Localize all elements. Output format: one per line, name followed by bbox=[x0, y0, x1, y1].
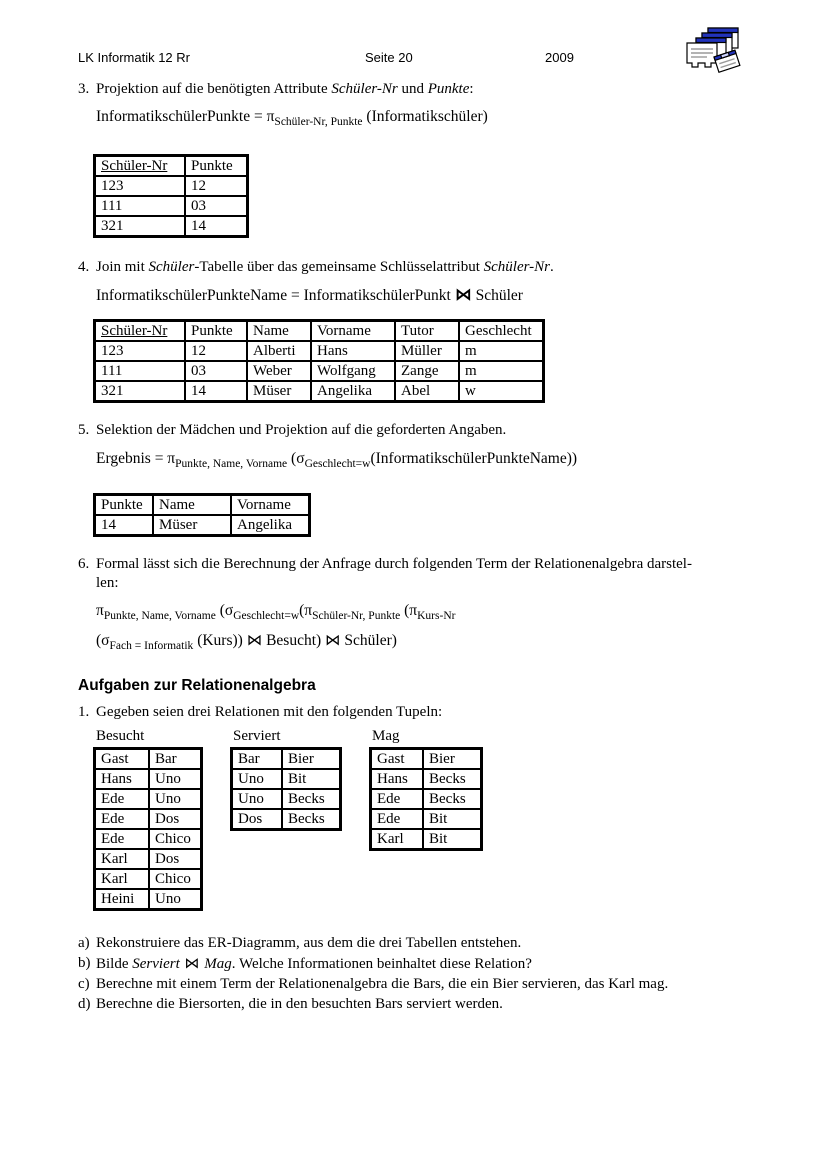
table-row bbox=[95, 829, 202, 849]
relations-tables bbox=[93, 728, 819, 911]
relation-serviert bbox=[230, 728, 342, 831]
table-cell: Uno bbox=[149, 789, 202, 809]
table-cell: Becks bbox=[282, 809, 341, 830]
table-header-row bbox=[95, 749, 202, 770]
text-run: Bilde bbox=[96, 956, 133, 973]
header-page-number: Seite 20 bbox=[365, 50, 413, 65]
table-cell: Ede bbox=[371, 789, 424, 809]
formula-text: (σ bbox=[215, 602, 234, 620]
list-item-6 bbox=[0, 555, 819, 593]
text-run: und bbox=[397, 81, 428, 97]
task-d bbox=[78, 994, 819, 1014]
formula-text: Besucht) bbox=[262, 632, 326, 650]
table-cell: Karl bbox=[95, 869, 150, 889]
formula-subscript: Fach = Informatik bbox=[109, 640, 194, 653]
formula-text: π bbox=[96, 602, 104, 620]
item-number: 4. bbox=[78, 259, 90, 276]
table-cell: 111 bbox=[95, 361, 186, 381]
attribute-name: Punkte bbox=[427, 81, 470, 97]
formula-text: (σ bbox=[287, 450, 305, 468]
task-text: Berechne mit einem Term der Relationenalgebra die Bars, die ein Bier servieren, das Karl mag. bbox=[96, 976, 669, 993]
table-cell: Becks bbox=[282, 789, 341, 809]
column-header: Punkte bbox=[191, 322, 233, 339]
table-row bbox=[95, 869, 202, 889]
table-cell: Müser bbox=[153, 515, 231, 536]
relation-besucht bbox=[93, 728, 203, 911]
task-c bbox=[78, 974, 819, 994]
table-cell: Heini bbox=[95, 889, 150, 910]
table-row bbox=[95, 216, 248, 237]
formula-subscript: Geschlecht=w bbox=[304, 458, 371, 471]
table-row bbox=[371, 789, 482, 809]
list-item-1 bbox=[0, 703, 819, 722]
item-text bbox=[96, 80, 819, 99]
item-number: 3. bbox=[78, 81, 90, 97]
table-row bbox=[232, 769, 341, 789]
table-cell: 03 bbox=[185, 196, 248, 216]
table-cell: Bit bbox=[282, 769, 341, 789]
bowtie-join-icon: ⋈ bbox=[454, 285, 472, 306]
relation-name: Schüler bbox=[148, 259, 195, 276]
formula-text: InformatikschülerPunkte = π bbox=[96, 108, 275, 125]
table-row bbox=[95, 176, 248, 196]
formula-text: (Informatikschüler) bbox=[362, 108, 488, 125]
table-caption: Besucht bbox=[96, 728, 145, 745]
table-cell: Müser bbox=[247, 381, 311, 402]
column-header: Punkte bbox=[191, 157, 233, 174]
table-cell: Dos bbox=[232, 809, 283, 830]
text-run: Join mit bbox=[96, 259, 149, 276]
table-cell: Alberti bbox=[247, 341, 311, 361]
table-cell: Müller bbox=[395, 341, 459, 361]
formula-text: Schüler bbox=[471, 287, 523, 305]
column-header: Gast bbox=[101, 750, 129, 767]
table-ergebnis bbox=[93, 493, 311, 537]
item-text: Selektion der Mädchen und Projektion auf die geforderten Angaben. bbox=[96, 422, 507, 439]
bowtie-join-icon: ⋈ bbox=[179, 954, 205, 973]
task-a bbox=[78, 933, 819, 953]
task-label: d) bbox=[78, 996, 91, 1013]
table-cell: 123 bbox=[95, 176, 186, 196]
table-row bbox=[371, 809, 482, 829]
table-cell: 321 bbox=[95, 216, 186, 237]
column-header: Bar bbox=[238, 750, 260, 767]
table-cell: Ede bbox=[95, 789, 150, 809]
table-schueler-punkte-name bbox=[93, 319, 545, 403]
text-run: -Tabelle über das gemeinsame Schlüsselattribut bbox=[194, 259, 484, 276]
table-cell: Ede bbox=[95, 809, 150, 829]
table-cell: 321 bbox=[95, 381, 186, 402]
table-row bbox=[95, 769, 202, 789]
formula-subscript: Geschlecht=w bbox=[233, 610, 300, 623]
section-heading: Aufgaben zur Relationenalgebra bbox=[78, 677, 316, 695]
formula-text: InformatikschülerPunkteName = InformatikschülerPunkt bbox=[96, 287, 455, 305]
table-header-row bbox=[95, 321, 544, 342]
formula-subscript: Punkte, Name, Vorname bbox=[175, 458, 288, 471]
formula-selection bbox=[96, 449, 819, 474]
formula-projection bbox=[96, 107, 819, 132]
item-text bbox=[96, 555, 819, 593]
table-cell: w bbox=[459, 381, 544, 402]
task-text bbox=[96, 953, 532, 974]
item-number: 1. bbox=[78, 704, 90, 721]
table-row bbox=[232, 809, 341, 830]
column-header: Schüler-Nr bbox=[101, 157, 168, 174]
table-cell: Angelika bbox=[231, 515, 310, 536]
table-mag bbox=[369, 747, 483, 851]
table-row bbox=[95, 361, 544, 381]
table-caption: Mag bbox=[372, 728, 400, 745]
column-header: Vorname bbox=[237, 496, 291, 513]
formula-text: (σ bbox=[96, 632, 110, 650]
table-cell: Hans bbox=[371, 769, 424, 789]
attribute-name: Schüler-Nr bbox=[331, 81, 398, 97]
formula-text: Schüler) bbox=[340, 632, 397, 650]
formula-term-line2 bbox=[96, 630, 819, 656]
task-label: a) bbox=[78, 935, 90, 952]
table-serviert bbox=[230, 747, 342, 831]
item-number: 5. bbox=[78, 422, 90, 439]
item-text bbox=[96, 258, 819, 277]
attribute-name: Schüler-Nr bbox=[483, 259, 550, 276]
column-header: Name bbox=[159, 496, 195, 513]
formula-subscript: Kurs-Nr bbox=[417, 610, 456, 623]
column-header: Bier bbox=[288, 750, 314, 767]
table-cell: Becks bbox=[423, 789, 482, 809]
text-run: Projektion auf die benötigten Attribute bbox=[96, 81, 332, 97]
header-course: LK Informatik 12 Rr bbox=[78, 50, 190, 65]
table-cell: Hans bbox=[311, 341, 395, 361]
formula-text: (Kurs)) bbox=[193, 632, 247, 650]
table-cell: Hans bbox=[95, 769, 150, 789]
table-cell: Bit bbox=[423, 809, 482, 829]
column-header: Name bbox=[253, 322, 289, 339]
table-cell: Uno bbox=[232, 789, 283, 809]
text-run: . Welche Informationen beinhaltet diese Relation? bbox=[231, 956, 532, 973]
column-header: Punkte bbox=[101, 496, 143, 513]
table-schueler-punkte bbox=[93, 154, 249, 238]
table-cell: Weber bbox=[247, 361, 311, 381]
table-cell: 14 bbox=[185, 381, 247, 402]
document-content bbox=[0, 80, 819, 1014]
column-header: Geschlecht bbox=[465, 322, 532, 339]
table-header-row bbox=[371, 749, 482, 770]
cardfile-stack-icon bbox=[681, 27, 745, 84]
table-header-row bbox=[232, 749, 341, 770]
formula-text: (InformatikschülerPunkteName)) bbox=[370, 450, 578, 468]
bowtie-join-icon: ⋈ bbox=[325, 631, 341, 650]
table-cell: 14 bbox=[185, 216, 248, 237]
table-cell: 111 bbox=[95, 196, 186, 216]
table-cell: 12 bbox=[185, 176, 248, 196]
table-cell: 123 bbox=[95, 341, 186, 361]
relation-name: Serviert bbox=[132, 956, 180, 973]
task-label: c) bbox=[78, 976, 90, 993]
column-header: Bier bbox=[429, 750, 455, 767]
table-row bbox=[95, 889, 202, 910]
list-item-5 bbox=[0, 421, 819, 440]
task-list bbox=[0, 933, 819, 1014]
item-number: 6. bbox=[78, 556, 90, 573]
table-cell: Becks bbox=[423, 769, 482, 789]
table-cell: m bbox=[459, 361, 544, 381]
table-cell: Dos bbox=[149, 809, 202, 829]
table-row bbox=[371, 769, 482, 789]
table-cell: 14 bbox=[95, 515, 154, 536]
formula-join bbox=[96, 285, 819, 306]
table-cell: 12 bbox=[185, 341, 247, 361]
formula-text: (π bbox=[400, 602, 418, 620]
table-row bbox=[95, 809, 202, 829]
table-header-row bbox=[95, 156, 248, 177]
list-item-3 bbox=[0, 80, 819, 99]
relation-name: Mag bbox=[204, 956, 232, 973]
task-b bbox=[78, 953, 819, 974]
table-cell: Zange bbox=[395, 361, 459, 381]
table-caption: Serviert bbox=[233, 728, 281, 745]
table-cell: Bit bbox=[423, 829, 482, 850]
list-item-4 bbox=[0, 258, 819, 277]
table-cell: Chico bbox=[149, 869, 202, 889]
formula-term-line1 bbox=[96, 601, 819, 626]
relation-mag bbox=[369, 728, 483, 851]
formula-text: Ergebnis = π bbox=[96, 450, 176, 468]
table-row bbox=[95, 789, 202, 809]
text-line: len: bbox=[96, 575, 119, 592]
bowtie-join-icon: ⋈ bbox=[246, 631, 263, 650]
table-cell: Ede bbox=[371, 809, 424, 829]
table-row bbox=[95, 381, 544, 402]
item-text: Gegeben seien drei Relationen mit den folgenden Tupeln: bbox=[96, 704, 443, 721]
table-cell: Karl bbox=[95, 849, 150, 869]
table-cell: Wolfgang bbox=[311, 361, 395, 381]
column-header: Tutor bbox=[401, 322, 434, 339]
table-cell: Abel bbox=[395, 381, 459, 402]
formula-subscript: Punkte, Name, Vorname bbox=[103, 610, 216, 623]
table-row bbox=[232, 789, 341, 809]
header-year: 2009 bbox=[545, 50, 574, 65]
table-row bbox=[95, 849, 202, 869]
table-cell: Uno bbox=[149, 889, 202, 910]
table-cell: Karl bbox=[371, 829, 424, 850]
table-header-row bbox=[95, 495, 310, 516]
formula-subscript: Schüler-Nr, Punkte bbox=[274, 116, 363, 129]
table-cell: m bbox=[459, 341, 544, 361]
formula-subscript: Schüler-Nr, Punkte bbox=[312, 610, 401, 623]
table-cell: Uno bbox=[149, 769, 202, 789]
task-label: b) bbox=[78, 955, 91, 972]
table-row bbox=[371, 829, 482, 850]
table-cell: 03 bbox=[185, 361, 247, 381]
column-header: Schüler-Nr bbox=[101, 322, 168, 339]
table-cell: Angelika bbox=[311, 381, 395, 402]
text-run: . bbox=[549, 259, 554, 276]
column-header: Gast bbox=[377, 750, 405, 767]
task-text: Rekonstruiere das ER-Diagramm, aus dem die drei Tabellen entstehen. bbox=[96, 935, 522, 952]
table-cell: Dos bbox=[149, 849, 202, 869]
text-line: Formal lässt sich die Berechnung der Anfrage durch folgenden Term der Relationenalgebra darstel- bbox=[96, 556, 692, 573]
column-header: Bar bbox=[155, 750, 177, 767]
table-cell: Chico bbox=[149, 829, 202, 849]
table-row bbox=[95, 196, 248, 216]
table-cell: Uno bbox=[232, 769, 283, 789]
task-text: Berechne die Biersorten, die in den besuchten Bars serviert werden. bbox=[96, 996, 503, 1013]
text-run: : bbox=[469, 81, 474, 97]
column-header: Vorname bbox=[317, 322, 371, 339]
table-row bbox=[95, 515, 310, 536]
table-besucht bbox=[93, 747, 203, 911]
table-row bbox=[95, 341, 544, 361]
formula-text: (π bbox=[299, 602, 313, 620]
table-cell: Ede bbox=[95, 829, 150, 849]
